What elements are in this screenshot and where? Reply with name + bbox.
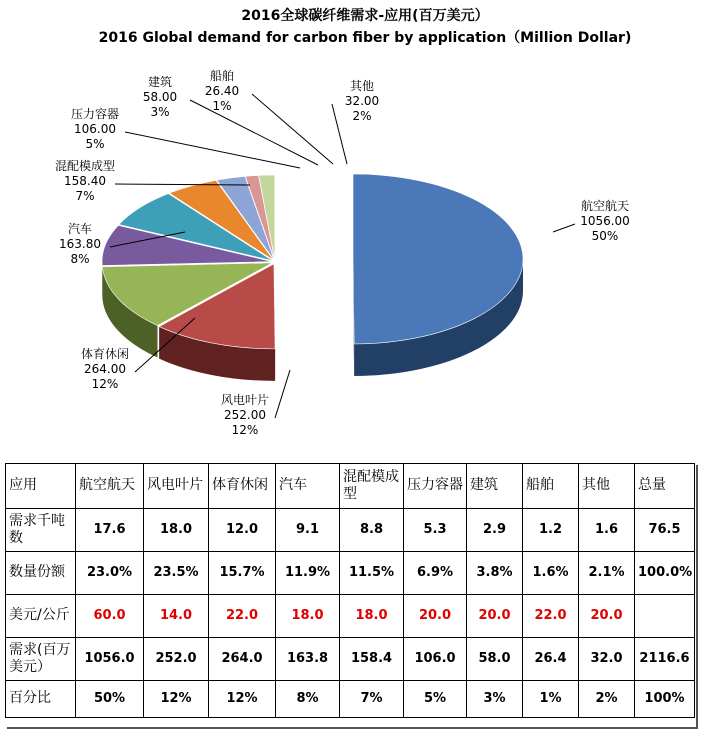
table-cell: 15.7% — [209, 552, 276, 595]
table-cell: 9.1 — [276, 509, 340, 552]
table-cell: 11.5% — [340, 552, 404, 595]
table-cell: 252.0 — [144, 638, 209, 681]
slice-label-pct: 7% — [75, 189, 95, 203]
row-label: 需求千吨数 — [6, 509, 76, 552]
table-row — [6, 509, 695, 552]
slice-label-name: 汽车 — [67, 222, 93, 236]
table-header-cell: 总量 — [635, 464, 695, 509]
slice-label-name: 体育休闲 — [80, 347, 130, 361]
table-cell: 106.0 — [404, 638, 467, 681]
table-cell: 1% — [523, 681, 579, 718]
table-header-cell: 应用 — [6, 464, 76, 509]
table-cell: 100.0% — [635, 552, 695, 595]
table-cell: 100% — [635, 681, 695, 718]
table-cell: 1.6 — [579, 509, 635, 552]
table-cell: 12% — [144, 681, 209, 718]
table-header-cell: 风电叶片 — [144, 464, 209, 509]
table-cell: 12.0 — [209, 509, 276, 552]
table-cell: 18.0 — [144, 509, 209, 552]
table-cell: 18.0 — [276, 595, 340, 638]
table-cell: 7% — [340, 681, 404, 718]
slice-label-value: 252.00 — [224, 408, 266, 422]
table-cell: 12% — [209, 681, 276, 718]
table-header-cell: 汽车 — [276, 464, 340, 509]
slice-label-value: 264.00 — [84, 362, 126, 376]
slice-label-pct: 1% — [212, 99, 232, 113]
table-cell: 8% — [276, 681, 340, 718]
slice-label-pct: 12% — [231, 423, 259, 437]
table-cell: 5.3 — [404, 509, 467, 552]
table-cell: 264.0 — [209, 638, 276, 681]
table-cell: 20.0 — [579, 595, 635, 638]
table-cell: 22.0 — [523, 595, 579, 638]
table-cell: 14.0 — [144, 595, 209, 638]
table-cell: 2% — [579, 681, 635, 718]
slice-label-name: 其他 — [349, 79, 375, 93]
slice-label-value: 163.80 — [59, 237, 101, 251]
table-cell: 8.8 — [340, 509, 404, 552]
chart-subtitle: 2016 Global demand for carbon fiber by application（Million Dollar) — [98, 30, 632, 46]
slice-label-name: 压力容器 — [70, 107, 120, 121]
leader-line — [332, 104, 347, 164]
table-cell: 2.1% — [579, 552, 635, 595]
table-header-row — [6, 464, 695, 509]
slice-label-value: 106.00 — [74, 122, 116, 136]
table-cell: 20.0 — [404, 595, 467, 638]
table-row — [6, 681, 695, 718]
row-label: 数量份额 — [6, 552, 76, 595]
table-cell: 32.0 — [579, 638, 635, 681]
slice-label-value: 32.00 — [344, 94, 380, 108]
table-header-cell: 体育休闲 — [209, 464, 276, 509]
slice-label-value: 26.40 — [204, 84, 240, 98]
data-table — [5, 463, 695, 718]
leader-line — [553, 224, 575, 232]
slice-label-name: 风电叶片 — [220, 393, 270, 407]
leader-line — [275, 370, 290, 418]
slice-label-pct: 8% — [70, 252, 90, 266]
table-header-cell: 混配模成型 — [340, 464, 404, 509]
table-cell: 11.9% — [276, 552, 340, 595]
table-cell: 163.8 — [276, 638, 340, 681]
table-cell: 2116.6 — [635, 638, 695, 681]
slice-label-name: 混配模成型 — [54, 159, 116, 173]
leader-line — [252, 94, 333, 164]
table-cell: 1056.0 — [76, 638, 144, 681]
slice-label-pct: 12% — [91, 377, 119, 391]
slice-label-name: 建筑 — [147, 75, 173, 89]
table-cell: 5% — [404, 681, 467, 718]
slice-label-value: 158.40 — [64, 174, 106, 188]
table-cell: 6.9% — [404, 552, 467, 595]
table-header-cell: 其他 — [579, 464, 635, 509]
slice-label-value: 1056.00 — [580, 214, 630, 228]
table-cell: 158.4 — [340, 638, 404, 681]
table-cell: 1.6% — [523, 552, 579, 595]
table-cell: 60.0 — [76, 595, 144, 638]
slice-label-pct: 50% — [591, 229, 619, 243]
table-cell: 22.0 — [209, 595, 276, 638]
table-cell: 23.0% — [76, 552, 144, 595]
table-cell — [635, 595, 695, 638]
leader-line — [125, 132, 300, 168]
table-row — [6, 552, 695, 595]
table-header-cell: 建筑 — [467, 464, 523, 509]
slice-label-value: 58.00 — [142, 90, 178, 104]
table-row — [6, 595, 695, 638]
row-label: 美元/公斤 — [6, 595, 76, 638]
slice-label-pct: 5% — [85, 137, 105, 151]
table-header-cell: 航空航天 — [76, 464, 144, 509]
table-cell: 23.5% — [144, 552, 209, 595]
row-label: 需求(百万美元） — [6, 638, 76, 681]
slice-label-pct: 2% — [352, 109, 372, 123]
table-cell: 17.6 — [76, 509, 144, 552]
table-cell: 3.8% — [467, 552, 523, 595]
table-header-cell: 船舶 — [523, 464, 579, 509]
table-row — [6, 638, 695, 681]
slice-label-name: 航空航天 — [580, 199, 630, 213]
table-cell: 58.0 — [467, 638, 523, 681]
table-cell: 18.0 — [340, 595, 404, 638]
table-cell: 1.2 — [523, 509, 579, 552]
slice-label-name: 船舶 — [209, 69, 235, 83]
table-cell: 20.0 — [467, 595, 523, 638]
row-label: 百分比 — [6, 681, 76, 718]
table-cell: 76.5 — [635, 509, 695, 552]
table-cell: 26.4 — [523, 638, 579, 681]
table-header-cell: 压力容器 — [404, 464, 467, 509]
table-cell: 50% — [76, 681, 144, 718]
table-cell: 3% — [467, 681, 523, 718]
leader-line — [190, 100, 318, 165]
slice-label-pct: 3% — [150, 105, 170, 119]
table-cell: 2.9 — [467, 509, 523, 552]
chart-title: 2016全球碳纤维需求-应用(百万美元） — [241, 8, 489, 24]
